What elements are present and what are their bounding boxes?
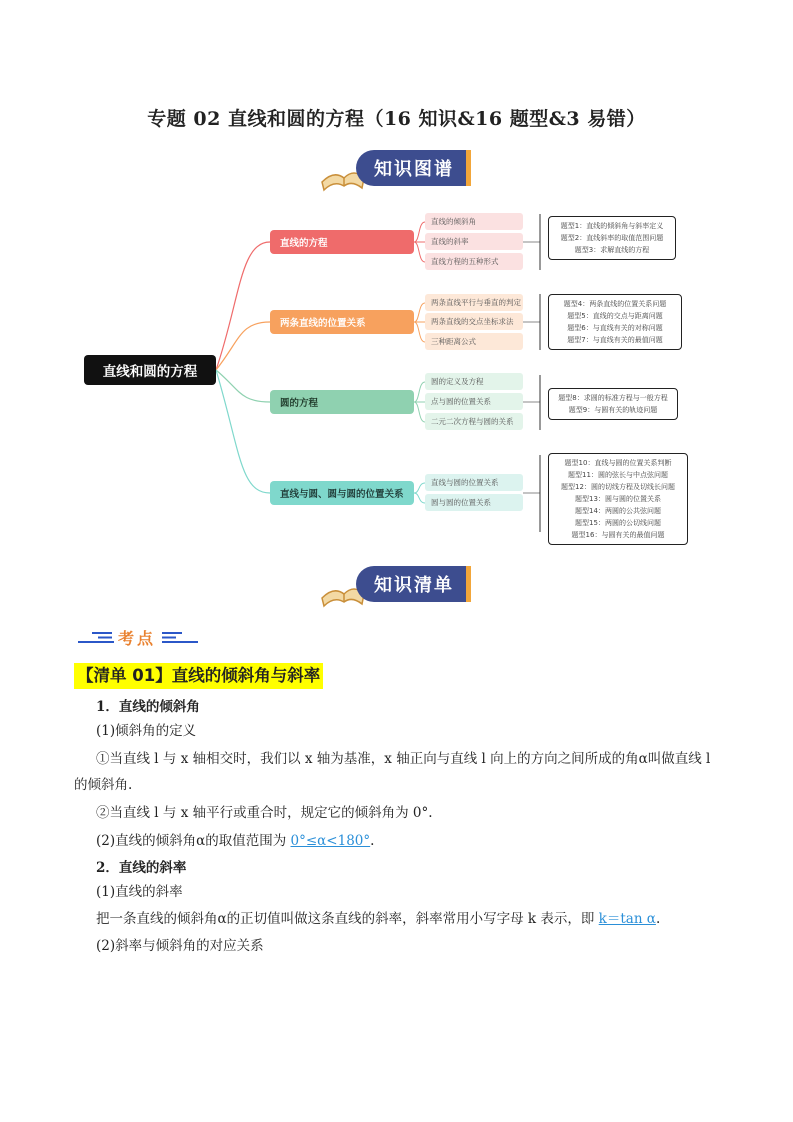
slope-formula-link[interactable]: k＝tan α [598,911,656,927]
paragraph: 的倾斜角. [74,777,133,793]
page-title: 专题 02 直线和圆的方程（16 知识&16 题型&3 易错） [147,108,646,130]
paragraph: (1)倾斜角的定义 [96,723,197,739]
heading-inclination: 1．直线的倾斜角 [96,699,200,715]
mindmap-root: 直线和圆的方程 [84,355,216,385]
paragraph: (2)斜率与倾斜角的对应关系 [96,938,264,954]
banner-label: 知识图谱 [374,159,454,180]
paragraph: ①当直线 l 与 x 轴相交时，我们以 x 轴为基准，x 轴正向与直线 l 向上的方向之间所成的角α叫做直线 l [96,751,711,767]
leaf: 二元二次方程与圆的关系 [425,413,523,430]
kaodian-heading [78,626,198,648]
type-box: 题型1：直线的倾斜角与斜率定义 题型2：直线斜率的取值范围问题 题型3：求解直线的方程 [548,216,676,260]
leaf: 两条直线平行与垂直的判定 [425,294,523,311]
branch-two-lines: 两条直线的位置关系 [270,310,414,334]
banner-label: 知识清单 [374,575,454,596]
section-title: 【清单 01】直线的倾斜角与斜率 [74,663,323,689]
leaf: 点与圆的位置关系 [425,393,523,410]
paragraph: (2)直线的倾斜角α的取值范围为 0°≤α<180°. [96,833,375,849]
type-box: 题型4：两条直线的位置关系问题 题型5：直线的交点与距离问题 题型6：与直线有关的对称问题 题型7：与直线有关的最值问题 [548,294,682,350]
leaf: 直线的斜率 [425,233,523,250]
leaf: 直线与圆的位置关系 [425,474,523,491]
range-link[interactable]: 0°≤α<180° [290,833,371,849]
heading-slope: 2．直线的斜率 [96,860,187,876]
branch-circle-equation: 圆的方程 [270,390,414,414]
leaf: 三种距离公式 [425,333,523,350]
leaf: 圆与圆的位置关系 [425,494,523,511]
branch-line-circle: 直线与圆、圆与圆的位置关系 [270,481,414,505]
paragraph: (1)直线的斜率 [96,884,183,900]
type-box: 题型10：直线与圆的位置关系判断 题型11：圆的弦长与中点弦问题 题型12：圆的切线方程及切线长问题 题型13：圆与圆的位置关系 题型14：两圆的公共弦问题 题型15：两圆的公切线问题 题型16：与圆有关的最值问题 [548,453,688,545]
leaf: 直线方程的五种形式 [425,253,523,270]
branch-line-equation: 直线的方程 [270,230,414,254]
paragraph: ②当直线 l 与 x 轴平行或重合时，规定它的倾斜角为 0°. [96,805,433,821]
leaf: 两条直线的交点坐标求法 [425,313,523,330]
kaodian-label: 考点 [118,629,157,648]
type-box: 题型8：求圆的标准方程与一般方程 题型9：与圆有关的轨迹问题 [548,388,678,420]
paragraph: 把一条直线的倾斜角α的正切值叫做这条直线的斜率，斜率常用小写字母 k 表示，即 k＝tan α. [96,911,661,927]
leaf: 直线的倾斜角 [425,213,523,230]
knowledge-list-banner [318,562,468,610]
leaf: 圆的定义及方程 [425,373,523,390]
